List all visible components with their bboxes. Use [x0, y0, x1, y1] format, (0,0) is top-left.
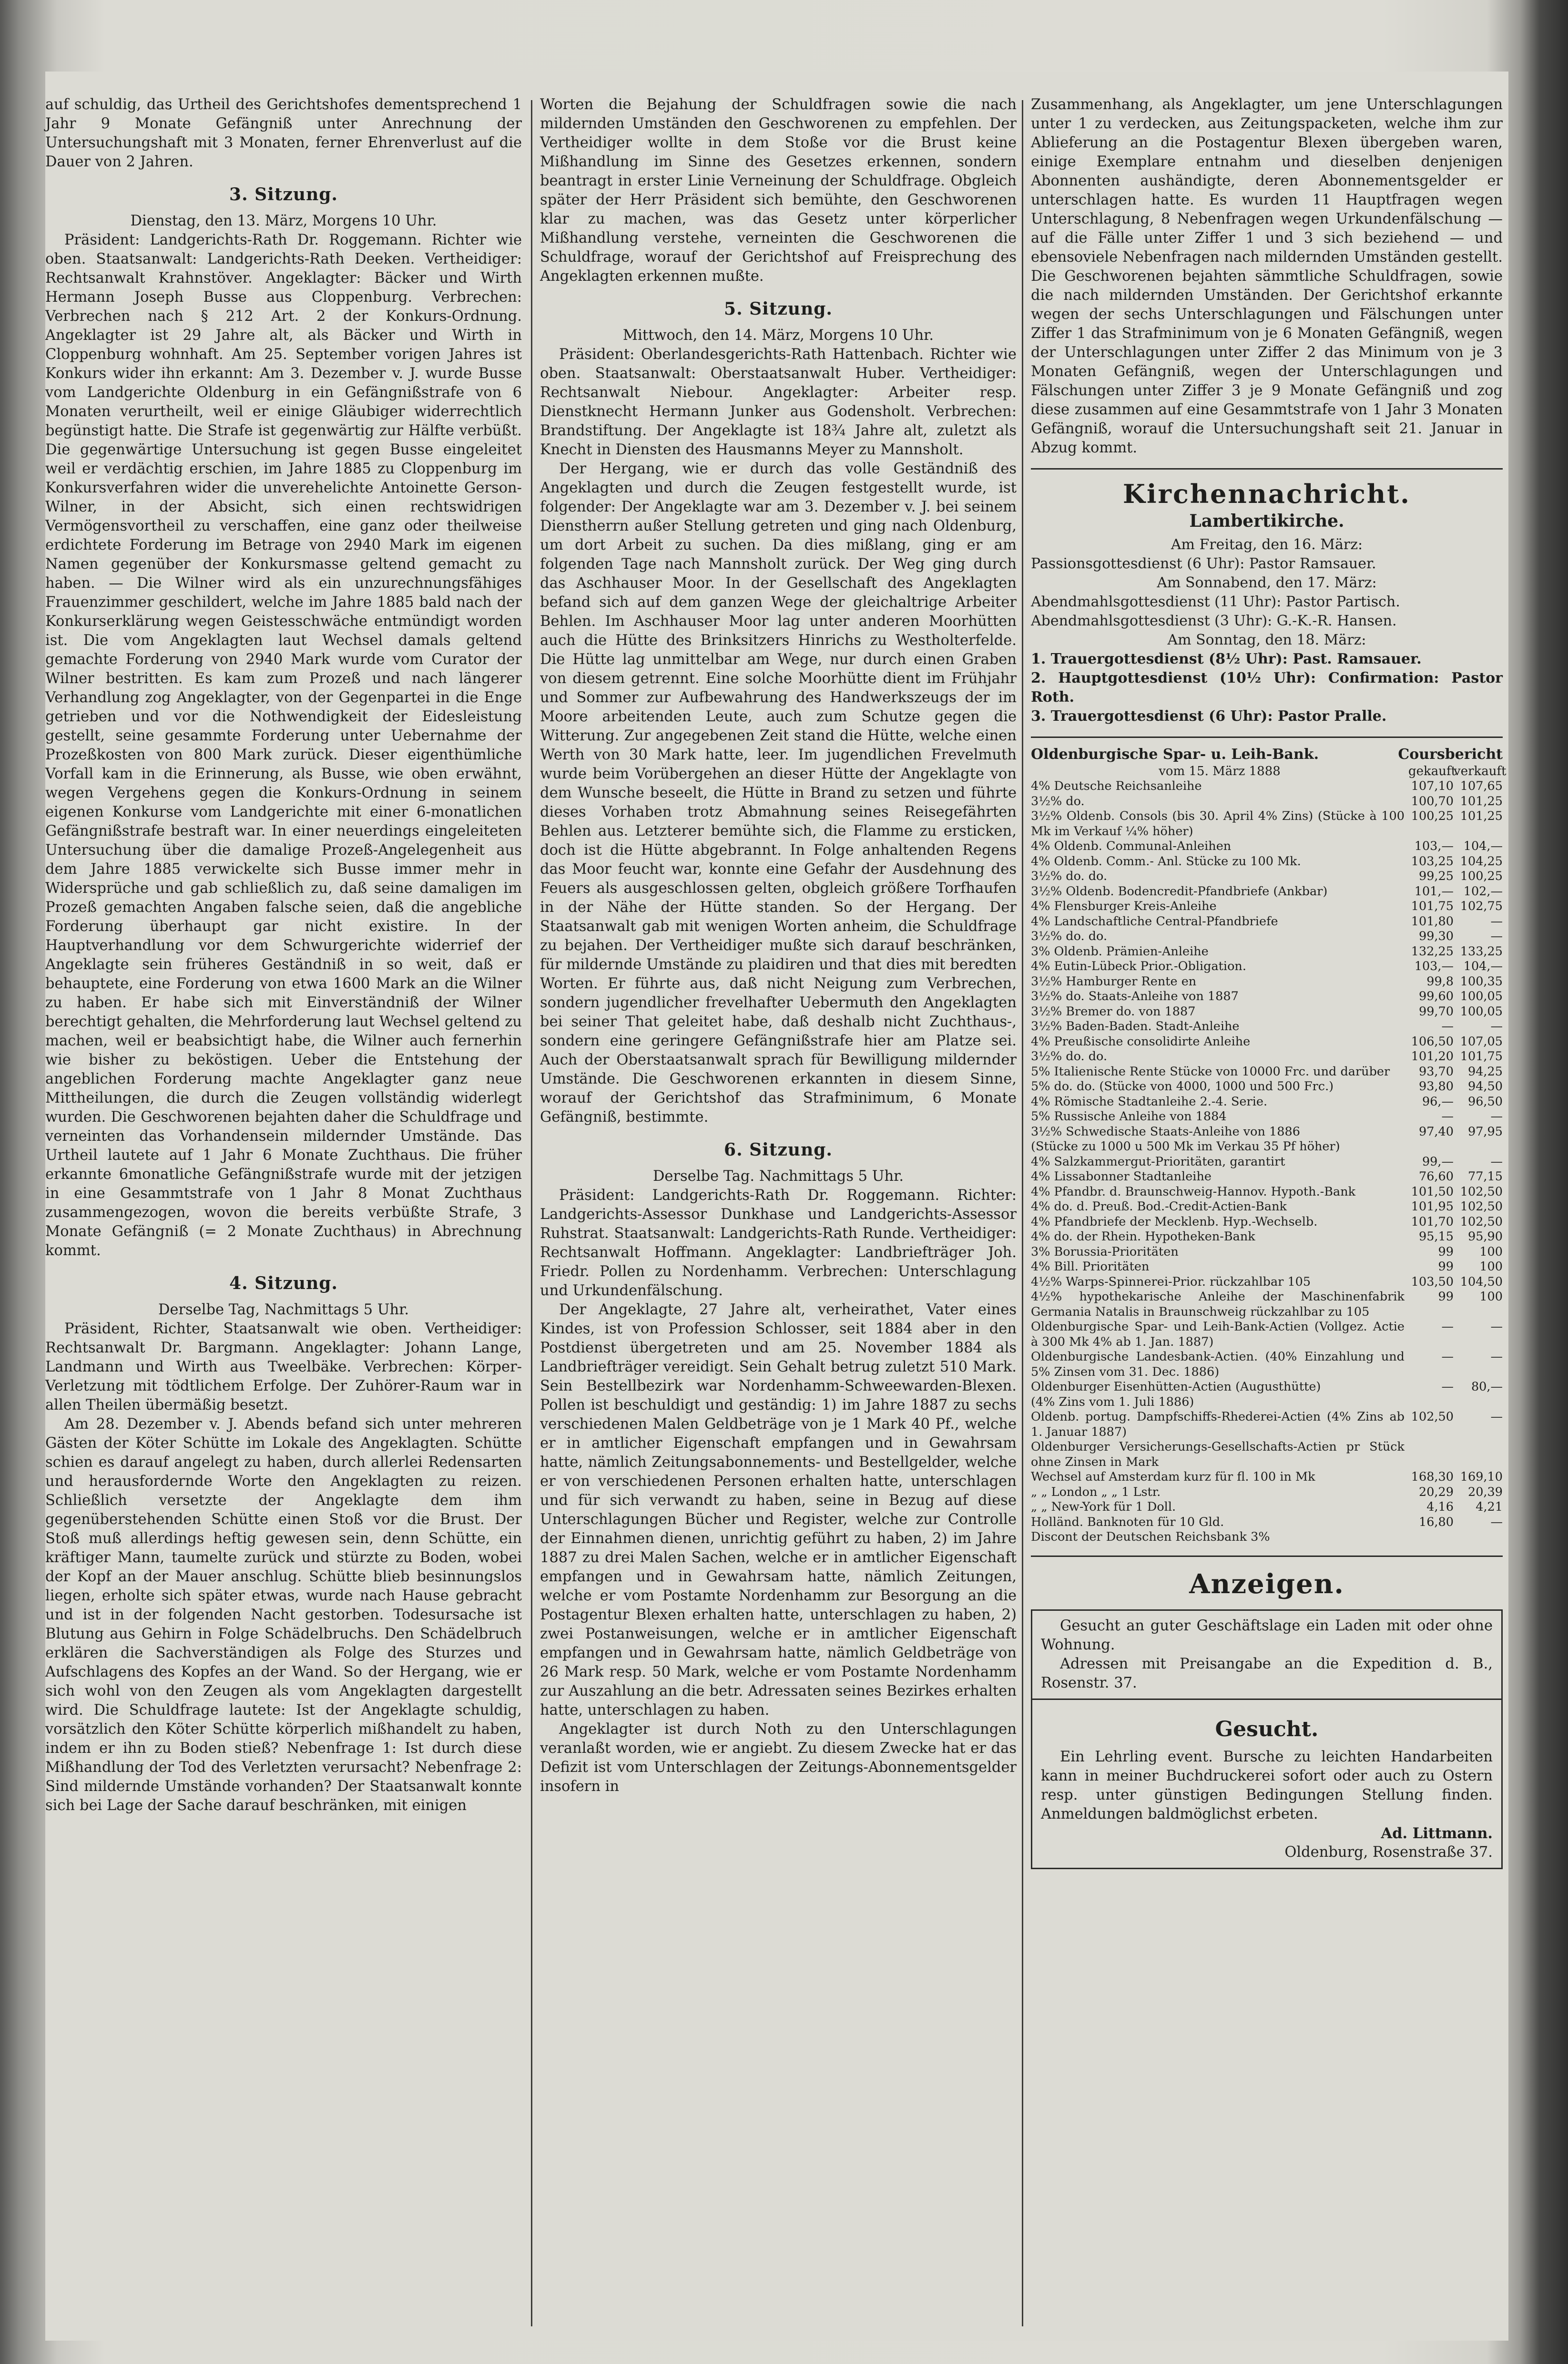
- bank-rate-row: [1031, 959, 1503, 974]
- bank-rate-name: 4% Bill. Prioritäten: [1031, 1259, 1150, 1274]
- bank-rate-name: 3% Oldenb. Prämien-Anleihe: [1031, 944, 1209, 959]
- bank-rate-row: [1031, 1395, 1503, 1410]
- bank-rate-buy: 103,50: [1411, 1274, 1454, 1289]
- bank-rate-row: [1031, 869, 1503, 884]
- ad-address: Oldenburg, Rosenstraße 37.: [1284, 1843, 1493, 1861]
- bank-rate-name: 4% Landschaftliche Central-Pfandbriefe: [1031, 914, 1278, 929]
- bank-rate-name: 4% do. der Rhein. Hypotheken-Bank: [1031, 1229, 1255, 1244]
- bank-rate-name: 4% Oldenb. Comm.- Anl. Stücke zu 100 Mk.: [1031, 854, 1301, 869]
- bank-rate-sell: 107,65: [1460, 779, 1503, 793]
- bank-rate-row: [1031, 1155, 1503, 1170]
- service-entry: 2. Hauptgottesdienst (10½ Uhr): Confirmation: Pastor Roth.: [1031, 670, 1503, 706]
- bank-rate-row: [1031, 854, 1503, 870]
- divider: [1031, 468, 1503, 470]
- bank-rate-sell: 101,75: [1460, 1049, 1503, 1064]
- session-4-title: 4. Sitzung.: [229, 1273, 338, 1293]
- bank-rate-table: [1031, 779, 1503, 1545]
- bank-rate-name: 5% Russische Anleihe von 1884: [1031, 1109, 1227, 1124]
- divider: [1031, 737, 1503, 738]
- ad-apprentice-wanted: [1031, 1700, 1503, 1869]
- service-day: Am Sonnabend, den 17. März:: [1157, 574, 1377, 591]
- bank-rate-row: [1031, 884, 1503, 900]
- bank-rate-sell: 4,21: [1476, 1500, 1503, 1514]
- bank-rate-row: [1031, 929, 1503, 944]
- bank-rate-sell: [1454, 1139, 1503, 1155]
- bank-rate-row: [1031, 1320, 1503, 1350]
- bank-rate-buy: 106,50: [1411, 1034, 1454, 1049]
- bank-rate-name: Holländ. Banknoten für 10 Gld.: [1031, 1515, 1224, 1529]
- bank-rate-buy: 100,70: [1411, 794, 1454, 808]
- bank-rate-name: 3½% do. do.: [1031, 869, 1108, 883]
- continued-text: Worten die Bejahung der Schuldfragen sowie die nach mildernden Umständen den Geschworenen zu empfehlen. Der Vertheidiger wollte in dem Stoße vor die Brust keine Mißhandlung im Sinne des Gesetzes erkennen, sondern beantragt in erster Linie Verneinung der Schuldfrage. Obgleich später der Herr Präsident sich bemühte, den Geschworenen klar zu machen, was das Gesetz unter körperlicher Mißhandlung verstehe, verneinten die Geschworenen die Schuldfrage, worauf der Gerichtshof auf Freisprechung des Angeklagten erkennen mußte.: [540, 96, 1017, 285]
- bank-rate-sell: 102,50: [1460, 1214, 1503, 1229]
- bank-rate-sell: 100,05: [1460, 1004, 1503, 1019]
- bank-rate-sell: —: [1490, 1410, 1503, 1424]
- bank-rate-buy: 102,50: [1411, 1410, 1454, 1424]
- bank-col-sell: verkauft: [1454, 764, 1507, 778]
- bank-rate-name: „ „ New-York für 1 Doll.: [1031, 1500, 1176, 1514]
- bank-rate-name: Oldenb. portug. Dampfschiffs-Rhederei-Actien (4% Zins ab 1. Januar 1887): [1031, 1410, 1405, 1439]
- bank-rate-name: 3½% do. do.: [1031, 1049, 1108, 1064]
- bank-rate-name: 4% do. d. Preuß. Bod.-Credit-Actien-Bank: [1031, 1199, 1287, 1214]
- bank-rate-sell: 104,25: [1460, 854, 1503, 869]
- bank-rate-buy: 95,15: [1418, 1229, 1454, 1244]
- session-5-paragraph: Präsident: Oberlandesgerichts-Rath Hattenbach. Richter wie oben. Staatsanwalt: Oberstaatsanwalt Huber. Vertheidiger: Rechtsanwalt Niebour. Angeklagter: Arbeiter resp. Dienstknecht Hermann Junker aus Godensholt. Verbrechen: Brandstiftung. Der Angeklagte ist 18¾ Jahre alt, zuletzt als Knecht in Diensten des Hausmanns Meyer zu Mannsholt.: [540, 346, 1017, 458]
- bank-rate-buy: 16,80: [1418, 1515, 1454, 1529]
- bank-rate-name: 5% Italienische Rente Stücke von 10000 Frc. und darüber: [1031, 1064, 1390, 1079]
- bank-rate-sell: 97,95: [1467, 1124, 1503, 1139]
- bank-rate-sell: 104,—: [1463, 959, 1503, 973]
- bank-rate-sell: —: [1490, 1019, 1503, 1034]
- bank-rate-name: Oldenburgische Landesbank-Actien. (40% Einzahlung und 5% Zinsen vom 31. Dec. 1886): [1031, 1350, 1405, 1379]
- bank-rate-sell: —: [1490, 1109, 1503, 1124]
- session-4-paragraph: Am 28. Dezember v. J. Abends befand sich unter mehreren Gästen der Köter Schütte im Lokale des Angeklagten. Schütte schien es darauf angelegt zu haben, durch allerlei Redensarten und herausfordernde Worte den Angeklagten zu reizen. Schließlich versetzte der Angeklagte dem ihm gegenüberstehenden Schütte einen Stoß vor die Brust. Der Stoß muß allerdings heftig gewesen sein, denn Schütte, ein kräftiger Mann, taumelte zurück und stürzte zu Boden, wobei der Kopf an der Mauer anschlug. Schütte blieb besinnungslos liegen, erholte sich später etwas, wurde nach Hause gebracht und ist in der folgenden Nacht gestorben. Todesursache ist Blutung aus Gehirn in Folge Schädelbruchs. Den Schädelbruch erklären die Sachverständigen als Folge des Sturzes und Aufschlagens des Kopfes an der Wand. So der Hergang, wie er sich wohl von den Zeugen als vom Angeklagten dargestellt wird. Die Schuldfrage lautete: Ist der Angeklagte schuldig, vorsätzlich den Köter Schütte körperlich mißhandelt zu haben, indem er ihn zu Boden stieß? Nebenfrage 1: Ist durch diese Mißhandlung der Tod des Verletzten verursacht? Nebenfrage 2: Sind mildernde Umstände vorhanden? Der Staatsanwalt konnte sich bei Lage der Sache darauf beschränken, mit einigen: [45, 1416, 522, 1814]
- bank-rate-row: [1031, 1410, 1503, 1440]
- bank-rate-buy: 97,40: [1418, 1124, 1454, 1139]
- bank-rate-sell: 80,—: [1471, 1380, 1503, 1394]
- session-4-date: Derselbe Tag, Nachmittags 5 Uhr.: [158, 1301, 409, 1318]
- bank-rate-row: [1031, 1350, 1503, 1380]
- bank-rate-name: 3½% do. do.: [1031, 929, 1108, 943]
- bank-report-subheader: [1031, 764, 1507, 779]
- bank-rate-sell: 101,25: [1460, 809, 1503, 823]
- bank-rate-row: [1031, 1515, 1503, 1530]
- bank-rate-sell: —: [1490, 1154, 1503, 1169]
- session-3-title: 3. Sitzung.: [229, 184, 338, 205]
- divider: [1031, 1556, 1503, 1557]
- bank-rate-sell: 96,50: [1467, 1094, 1503, 1109]
- ad-title: Gesucht.: [1215, 1717, 1319, 1741]
- bank-rate-row: [1031, 1500, 1503, 1515]
- bank-rate-sell: 104,—: [1463, 839, 1503, 853]
- bank-rate-row: [1031, 989, 1503, 1004]
- bank-rate-buy: 20,29: [1418, 1484, 1454, 1499]
- session-3-date: Dienstag, den 13. März, Morgens 10 Uhr.: [130, 213, 437, 229]
- bank-rate-sell: 100: [1479, 1244, 1503, 1259]
- bank-rate-row: [1031, 1019, 1503, 1034]
- bank-rate-name: 4½% hypothekarische Anleihe der Maschinenfabrik Germania Natalis in Braunschweig rückzahlbar zu 105: [1031, 1289, 1405, 1319]
- bank-rate-row: [1031, 1289, 1503, 1320]
- bank-rate-sell: 100,35: [1460, 974, 1503, 989]
- bank-rate-name: 4% Salzkammergut-Prioritäten, garantirt: [1031, 1154, 1285, 1169]
- bank-rate-buy: 99,60: [1418, 989, 1454, 1003]
- bank-rate-buy: 93,70: [1418, 1064, 1454, 1079]
- bank-rate-buy: 132,25: [1411, 944, 1454, 959]
- bank-rate-sell: 169,10: [1460, 1470, 1503, 1484]
- bank-rate-buy: 99: [1438, 1289, 1454, 1304]
- service-entry: Abendmahlsgottesdienst (11 Uhr): Pastor Partisch.: [1031, 594, 1400, 610]
- bank-rate-buy: 4,16: [1426, 1500, 1454, 1514]
- bank-rate-buy: 76,60: [1418, 1169, 1454, 1184]
- session-4-paragraph: Präsident, Richter, Staatsanwalt wie oben. Vertheidiger: Rechtsanwalt Dr. Bargmann. Angeklagter: Johann Lange, Landmann und Wirth aus Tweelbäke. Verbrechen: Körper-Verletzung mit tödtlichem Erfolge. Der Zuhörer-Raum war in allen Theilen übermäßig besetzt.: [45, 1320, 522, 1413]
- column-rule-2: [1022, 100, 1023, 2326]
- bank-rate-row: [1031, 839, 1503, 854]
- bank-rate-sell: —: [1490, 1350, 1503, 1364]
- bank-rate-name: 3½% Bremer do. von 1887: [1031, 1004, 1196, 1019]
- bank-rate-name: 4% Preußische consolidirte Anleihe: [1031, 1034, 1251, 1049]
- bank-rate-row: [1031, 1199, 1503, 1215]
- bank-rate-row: [1031, 1034, 1503, 1050]
- service-entry: Passionsgottesdienst (6 Uhr): Pastor Ramsauer.: [1031, 555, 1376, 572]
- bank-rate-buy: 168,30: [1411, 1470, 1454, 1484]
- bank-rate-sell: 100: [1479, 1289, 1503, 1304]
- bank-rate-row: [1031, 1109, 1503, 1125]
- bank-rate-row: [1031, 1049, 1503, 1064]
- session-6-paragraph: Der Angeklagte, 27 Jahre alt, verheirathet, Vater eines Kindes, ist von Profession Schlosser, seit 1884 aber in den Postdienst übergetreten und am 25. November 1884 als Landbriefträger vereidigt. Sein Gehalt betrug zuletzt 510 Mark. Sein Bestellbezirk war Nordenhamm-Schweewarden-Blexen. Pollen ist beschuldigt und geständig: 1) im Jahre 1887 zu sechs verschiedenen Malen Geldbeträge von je 1 Mark 40 Pf., welche er in amtlicher Eigenschaft empfangen und in Gewahrsam hatte, nämlich Zeitungsabonnements- und Bestellgelder, welche er von verschiedenen Personen erhalten hatte, unterschlagen und für sich verwandt zu haben, seine in Bezug auf diese Unterschlagungen Bücher und Register, welche zur Controlle der Einnahmen dienen, unrichtig geführt zu haben, 2) im Jahre 1887 zu drei Malen Sachen, welche er in amtlicher Eigenschaft empfangen und in Gewahrsam hatte, nämlich Zeitungen, welche er vom Postamte Nordenhamm zur Besorgung an die Postagentur Blexen erhalten hatte, unterschlagen zu haben, 2) zwei Postanweisungen, welche er in amtlicher Eigenschaft empfangen und in Gewahrsam hatte, nämlich Geldbeträge von 26 Mark resp. 50 Mark, welche er vom Postamte Nordenhamm zur Auszahlung an die betr. Adressaten seines Bezirkes erhalten hatte, unterschlagen zu haben.: [540, 1301, 1017, 1719]
- bank-rate-name: 3½% do. Staats-Anleihe von 1887: [1031, 989, 1239, 1003]
- bank-rate-row: [1031, 1095, 1503, 1110]
- bank-rate-row: [1031, 944, 1503, 960]
- bank-rate-sell: 107,05: [1460, 1034, 1503, 1049]
- bank-rate-buy: [1405, 1395, 1454, 1410]
- bank-rate-name: „ „ London „ „ 1 Lstr.: [1031, 1484, 1161, 1499]
- bank-rate-sell: 102,—: [1463, 884, 1503, 899]
- bank-rate-sell: 94,50: [1467, 1079, 1503, 1094]
- bank-rate-row: [1031, 1245, 1503, 1260]
- bank-rate-buy: 101,—: [1414, 884, 1454, 899]
- bank-rate-row: [1031, 1215, 1503, 1230]
- bank-rate-buy: 103,—: [1414, 839, 1454, 853]
- bank-rate-buy: 99,25: [1418, 869, 1454, 883]
- newspaper-page: [45, 72, 1508, 2341]
- bank-rate-buy: 101,95: [1411, 1199, 1454, 1214]
- bank-rate-name: 3½% Schwedische Staats-Anleihe von 1886: [1031, 1124, 1300, 1139]
- bank-rate-row: [1031, 1004, 1503, 1020]
- bank-rate-name: 4% Flensburger Kreis-Anleihe: [1031, 899, 1217, 913]
- ad-text: Ein Lehrling event. Bursche zu leichten Handarbeiten kann in meiner Buchdruckerei sofort oder auch zu Ostern resp. unter günstigen Bedingungen Stellung finden. Anmeldungen baldmöglichst erbeten.: [1041, 1748, 1493, 1822]
- bank-rate-buy: —: [1441, 1320, 1454, 1334]
- bank-rate-sell: [1454, 1440, 1503, 1470]
- bank-report-date: vom 15. März 1888: [1159, 764, 1281, 778]
- bank-rate-sell: 100,05: [1460, 989, 1503, 1003]
- bank-rate-name: 4% Römische Stadtanleihe 2.-4. Serie.: [1031, 1094, 1268, 1109]
- bank-rate-buy: 103,—: [1414, 959, 1454, 973]
- bank-rate-row: [1031, 1380, 1503, 1395]
- bank-rate-buy: 99,—: [1422, 1154, 1454, 1169]
- bank-rate-row: [1031, 794, 1503, 809]
- bank-rate-name: 4% Lissabonner Stadtanleihe: [1031, 1169, 1212, 1184]
- bank-rate-row: [1031, 914, 1503, 930]
- bank-rate-sell: 77,15: [1467, 1169, 1503, 1184]
- service-entry: 3. Trauergottesdienst (6 Uhr): Pastor Pralle.: [1031, 708, 1387, 725]
- bank-rate-buy: 101,80: [1411, 914, 1454, 929]
- bank-rate-row: [1031, 899, 1503, 914]
- bank-rate-name: Oldenburgische Spar- und Leih-Bank-Actien (Vollgez. Actie à 300 Mk 4% ab 1. Jan. 1887): [1031, 1320, 1405, 1349]
- bank-rate-name: (Stücke zu 1000 u 500 Mk im Verkau 35 Pf höher): [1031, 1139, 1340, 1154]
- session-3-text: Präsident: Landgerichts-Rath Dr. Roggemann. Richter wie oben. Staatsanwalt: Landgerichts-Rath Deeken. Vertheidiger: Rechtsanwalt Krahnstöver. Angeklagter: Bäcker und Wirth Hermann Joseph Busse aus Cloppenburg. Verbrechen: Verbrechen nach § 212 Art. 2 der Konkurs-Ordnung. Angeklagter ist 29 Jahre alt, als Bäcker und Wirth in Cloppenburg wohnhaft. Am 25. September vorigen Jahres ist Konkurs wider ihn erkannt: Am 3. Dezember v. J. wurde Busse vom Landgerichte Oldenburg in ein Gefängnißstrafe von 6 Monaten verurtheilt, weil er einige Gläubiger widerrechtlich begünstigt hatte. Die Strafe ist gegenwärtig zur Hälfte verbüßt. Die gegenwärtige Untersuchung ist gegen Busse eingeleitet weil er verdächtig erschien, im Jahre 1885 zu Cloppenburg im Konkursverfahren wider die unverehelichte Antoinette Gerson-Wilner, in der Absicht, sich einen rechtswidrigen Vermögensvortheil zu verschaffen, eine ganz oder theilweise erdichtete Forderung im Betrage von 2940 Mark im eigenen Namen gegenüber der Konkursmasse geltend gemacht zu haben. — Die Wilner wird als ein unzurechnungsfähiges Frauenzimmer geschildert, welche im Jahre 1885 bald nach der Konkurserklärung wegen Geistesschwäche entmündigt worden ist. Die vom Angeklagten laut Wechsel damals geltend gemachte Forderung von 2940 Mark wurde vom Curator der Wilner bestritten. Es kam zum Prozeß und nach längerer Verhandlung zog Angeklagter, von der Gegenpartei in die Enge getrieben und vor die Nothwendigkeit der Eidesleistung gestellt, seine gesammte Forderung unter Uebernahme der Prozeßkosten von 800 Mark zurück. Dieser eigenthümliche Vorfall kam in die Erinnerung, als Busse, wie oben erwähnt, wegen Vergehens gegen die Konkurs-Ordnung in seinem eigenen Konkurse vom Landgerichte mit einer 6-monatlichen Gefängnißstrafe bestraft war. In einer neuerdings eingeleiteten Untersuchung über die damalige Prozeß-Angelegenheit aus dem Jahre 1885 verwickelte sich Busse immer mehr in Widersprüche und gab schließlich zu, daß seine damaligen im Prozeß gemachten Angaben falsche seien, daß die angebliche Forderung überhaupt gar nicht existire. In der Hauptverhandlung vor dem Schwurgerichte widerrief der Angeklagte sein früheres Geständniß in so weit, daß er behauptete, eine Forderung von etwa 1600 Mark an die Wilner zu haben. Er habe sich mit Einverständniß der Wilner berechtigt gehalten, die Mehrforderung laut Wechsel geltend zu machen, weil er beabsichtigt habe, die Wilner auch fernerhin wie bisher zu beköstigen. Ueber die Entstehung der angeblichen Forderung machte Angeklagter ganz neue Mittheilungen, die durch die Zeugen vollständig widerlegt wurden. Die Geschworenen bejahten daher die Schuldfrage und verneinten das Vorhandensein mildernder Umstände. Das Urtheil lautete auf 1 Jahr 6 Monate Zuchthaus. Die früher erkannte 6monatliche Gefängnißstrafe wurde mit der jetzigen in eine Gesammtstrafe von 1 Jahr 8 Monat Zuchthaus zusammengezogen, wovon die bereits verbüßte Strafe, 3 Monate Gefängniß (= 2 Monate Zuchthaus) in Abrechnung kommt.: [45, 232, 522, 1259]
- bank-report-label: Coursbericht: [1398, 746, 1503, 763]
- bank-rate-sell: 102,50: [1460, 1199, 1503, 1214]
- session-6-paragraph: Präsident: Landgerichts-Rath Dr. Roggemann. Richter: Landgerichts-Assessor Dunkhase und Landgerichts-Assessor Ruhstrat. Staatsanwalt: Landgerichts-Rath Runde. Vertheidiger: Rechtsanwalt Hoffmann. Angeklagter: Landbriefträger Joh. Friedr. Pollen zu Nordenhamm. Verbrechen: Unterschlagung und Urkundenfälschung.: [540, 1187, 1017, 1299]
- bank-rate-row: [1031, 1079, 1503, 1095]
- session-6-date: Derselbe Tag. Nachmittags 5 Uhr.: [652, 1168, 904, 1185]
- ad-shop-wanted: [1031, 1609, 1503, 1700]
- session-6-paragraph: Angeklagter ist durch Noth zu den Unterschlagungen veranlaßt worden, wie er angiebt. Zu diesem Zwecke hat er das Defizit ist vom Unterschlagen der Zeitungs-Abonnementsgelder insofern in: [540, 1721, 1017, 1795]
- bank-rate-row: [1031, 1139, 1503, 1155]
- bank-rate-row: [1031, 1275, 1503, 1290]
- bank-rate-buy: —: [1441, 1019, 1454, 1034]
- bank-rate-sell: 102,50: [1460, 1184, 1503, 1199]
- column-rule-1: [531, 100, 532, 2326]
- bank-name: Oldenburgische Spar- u. Leih-Bank.: [1031, 746, 1319, 763]
- bank-rate-row: [1031, 1485, 1503, 1500]
- bank-rate-sell: 133,25: [1460, 944, 1503, 959]
- bank-rate-buy: —: [1441, 1109, 1454, 1124]
- bank-rate-sell: 20,39: [1467, 1484, 1503, 1499]
- bank-rate-buy: 93,80: [1418, 1079, 1454, 1094]
- bank-rate-name: Discont der Deutschen Reichsbank 3%: [1031, 1530, 1270, 1544]
- ad-text: Gesucht an guter Geschäftslage ein Laden mit oder ohne Wohnung.: [1041, 1617, 1493, 1653]
- bank-rate-row: [1031, 974, 1503, 990]
- bank-rate-row: [1031, 1125, 1503, 1140]
- bank-rate-name: 4% Pfandbr. d. Braunschweig-Hannov. Hypoth.-Bank: [1031, 1184, 1356, 1199]
- bank-rate-buy: 101,20: [1411, 1049, 1454, 1064]
- bank-rate-row: [1031, 1169, 1503, 1185]
- bank-rate-row: [1031, 1064, 1503, 1080]
- bank-report-title: [1031, 746, 1503, 764]
- bank-rate-buy: 103,25: [1411, 854, 1454, 869]
- ad-signature: Ad. Littmann.: [1381, 1824, 1493, 1842]
- bank-rate-buy: 99,70: [1418, 1004, 1454, 1019]
- church-news-title: Kirchennachricht.: [1123, 479, 1411, 509]
- bank-rate-name: (4% Zins vom 1. Juli 1886): [1031, 1394, 1194, 1409]
- ads-title: Anzeigen.: [1189, 1568, 1344, 1600]
- bank-rate-name: 5% do. do. (Stücke von 4000, 1000 und 500 Frc.): [1031, 1079, 1334, 1094]
- bank-rate-name: 3½% do.: [1031, 794, 1085, 808]
- bank-rate-name: 3½% Baden-Baden. Stadt-Anleihe: [1031, 1019, 1240, 1034]
- bank-rate-buy: 101,70: [1411, 1214, 1454, 1229]
- bank-rate-name: 4% Pfandbriefe der Mecklenb. Hyp.-Wechselb.: [1031, 1214, 1318, 1229]
- bank-rate-buy: —: [1441, 1380, 1454, 1394]
- bank-rate-buy: 101,75: [1411, 899, 1454, 913]
- bank-rate-name: Oldenburger Eisenhütten-Actien (Augusthütte): [1031, 1380, 1321, 1394]
- bank-rate-sell: [1454, 1530, 1503, 1545]
- bank-rate-buy: 99: [1438, 1259, 1454, 1274]
- bank-rate-buy: 101,50: [1411, 1184, 1454, 1199]
- bank-rate-sell: 102,75: [1460, 899, 1503, 913]
- session-5-date: Mittwoch, den 14. März, Morgens 10 Uhr.: [622, 327, 934, 344]
- bank-rate-name: 4½% Warps-Spinnerei-Prior. rückzahlbar 105: [1031, 1274, 1311, 1289]
- church-name: Lambertikirche.: [1189, 511, 1344, 531]
- bank-rate-row: [1031, 1259, 1503, 1275]
- bank-rate-sell: —: [1490, 1515, 1503, 1529]
- bank-rate-row: [1031, 779, 1503, 794]
- session-5-title: 5. Sitzung.: [724, 299, 833, 319]
- bank-rate-name: 3½% Oldenb. Bodencredit-Pfandbriefe (Ankbar): [1031, 884, 1328, 899]
- service-entry: Abendmahlsgottesdienst (3 Uhr): G.-K.-R. Hansen.: [1031, 613, 1397, 629]
- continued-text: auf schuldig, das Urtheil des Gerichtshofes dementsprechend 1 Jahr 9 Monate Gefängniß unter Anrechnung der Untersuchungshaft mit 3 Monaten, ferner Ehrenverlust auf die Dauer von 2 Jahren.: [45, 96, 522, 170]
- bank-rate-sell: 100: [1479, 1259, 1503, 1274]
- service-day: Am Freitag, den 16. März:: [1171, 536, 1363, 553]
- bank-rate-name: 4% Deutsche Reichsanleihe: [1031, 779, 1202, 793]
- bank-col-buy: gekauft: [1408, 764, 1456, 778]
- bank-rate-sell: 101,25: [1460, 794, 1503, 808]
- bank-rate-buy: [1405, 1530, 1454, 1545]
- bank-rate-buy: 96,—: [1422, 1094, 1454, 1109]
- bank-rate-buy: [1405, 1139, 1454, 1155]
- bank-rate-name: Oldenburger Versicherungs-Gesellschafts-Actien pr Stück ohne Zinsen in Mark: [1031, 1440, 1405, 1469]
- bank-rate-row: [1031, 809, 1503, 839]
- bank-rate-buy: 107,10: [1411, 779, 1454, 793]
- bank-rate-row: [1031, 1229, 1503, 1245]
- bank-rate-name: Wechsel auf Amsterdam kurz für fl. 100 in Mk: [1031, 1470, 1315, 1484]
- bank-rate-sell: 100,25: [1460, 869, 1503, 883]
- column-2: [540, 95, 1017, 1796]
- continued-text: Zusammenhang, als Angeklagter, um jene Unterschlagungen unter 1 zu verdecken, aus Zeitungspacketen, welche ihm zur Ablieferung an die Postagentur Blexen übergeben waren, einige Exemplare entnahm und dieselben denjenigen Abonnenten aushändigte, deren Abonnementsgelder er unterschlagen hatte. Es wurden 11 Hauptfragen wegen Unterschlagung, 8 Nebenfragen wegen Urkundenfälschung — auf die Fälle unter Ziffer 1 und 3 sich beziehend — und ebensoviele Nebenfragen nach mildernden Umständen gestellt. Die Geschworenen bejahten sämmtliche Schuldfragen, sowie die nach mildernden Umständen. Der Gerichtshof erkannte wegen der sechs Unterschlagungen und Fälschungen unter Ziffer 1 das Strafminimum von je 6 Monaten Gefängniß, wegen der Unterschlagungen unter Ziffer 2 das Minimum von je 3 Monaten Gefängniß, wegen der Unterschlagungen und Fälschungen unter Ziffer 3 je 9 Monate Gefängniß und zog diese zusammen auf eine Gesammtstrafe von 1 Jahr 3 Monaten Gefängniß, worauf die Untersuchungshaft seit 21. Januar in Abzug kommt.: [1031, 96, 1503, 456]
- column-3: [1031, 95, 1507, 1869]
- service-entry: 1. Trauergottesdienst (8½ Uhr): Past. Ramsauer.: [1031, 651, 1422, 667]
- bank-rate-row: [1031, 1530, 1503, 1545]
- bank-rate-name: 3½% Oldenb. Consols (bis 30. April 4% Zins) (Stücke à 100 Mk im Verkauf ¼% höher): [1031, 809, 1405, 839]
- bank-rate-row: [1031, 1185, 1503, 1200]
- bank-rate-sell: 94,25: [1467, 1064, 1503, 1079]
- session-5-paragraph: Der Hergang, wie er durch das volle Geständniß des Angeklagten und durch die Zeugen festgestellt wurde, ist folgender: Der Angeklagte war am 3. Dezember v. J. bei seinem Dienstherrn außer Stellung getreten und ging nach Oldenburg, um dort Arbeit zu suchen. Da dies mißlang, ging er am folgenden Tage nach Mannsholt zurück. Der Weg ging durch das Aschhauser Moor. In der Gesellschaft des Angeklagten befand sich auf dem ganzen Wege der gleichaltrige Arbeiter Behlen. Im Aschhauser Moor lag unter anderen Moorhütten auch die Hütte des Brinksitzers Hinrichs zu Westholterfelde. Die Hütte lag unmittelbar am Wege, nur durch einen Graben von diesem getrennt. Eine solche Moorhütte dient im Frühjahr und Sommer zur Aufbewahrung des Handwerkszeugs der im Moore arbeitenden Leute, auch zum Schutze gegen die Witterung. Zur angegebenen Zeit stand die Hütte, welche einen Werth von 30 Mark hatte, leer. Im jugendlichen Frevelmuth wurde beim Vorübergehen an dieser Hütte der Angeklagte von dem Wunsche beseelt, die Hütte in Brand zu setzen und führte dieses Vorhaben trotz Abmahnung seines Reisegefährten Behlen aus. Letzterer bemühte sich, die Flamme zu ersticken, doch ist die Hütte abgebrannt. In Folge anhaltenden Regens das Moor feucht war, konnte eine Gefahr der Ausdehnung des Feuers als ausgeschlossen gelten, obgleich größere Torfhaufen in der Nähe der Hütte standen. So der Hergang. Der Staatsanwalt gab mit wenigen Worten anheim, die Schuldfrage zu bejahen. Der Vertheidiger mußte sich darauf beschränken, für mildernde Umstände zu plaidiren und that dies mit beredten Worten. Er führte aus, daß nicht Neigung zum Verbrechen, sondern jugendlicher frevelhafter Uebermuth den Angeklagten bei seiner That geleitet habe, daß deshalb nicht Zuchthaus-, sondern eine geringere Gefängnißstrafe hier am Platze sei. Auch der Oberstaatsanwalt sprach für Bewilligung mildernder Umstände. Die Geschworenen erkannten in diesem Sinne, worauf der Gerichtshof das Strafminimum, 6 Monate Gefängniß, bestimmte.: [540, 461, 1017, 1126]
- bank-rate-sell: 95,90: [1467, 1229, 1503, 1244]
- column-1: [45, 95, 522, 1815]
- ad-text: Adressen mit Preisangabe an die Expedition d. B., Rosenstr. 37.: [1041, 1655, 1493, 1691]
- bank-rate-buy: 99,30: [1418, 929, 1454, 943]
- bank-rate-name: 4% Eutin-Lübeck Prior.-Obligation.: [1031, 959, 1246, 973]
- bank-rate-name: 3% Borussia-Prioritäten: [1031, 1244, 1179, 1259]
- bank-rate-row: [1031, 1470, 1503, 1485]
- bank-rate-buy: 99,8: [1426, 974, 1454, 989]
- bank-rate-name: 3½% Hamburger Rente en: [1031, 974, 1197, 989]
- bank-rate-sell: 104,50: [1460, 1274, 1503, 1289]
- bank-rate-buy: 100,25: [1411, 809, 1454, 823]
- bank-rate-sell: —: [1490, 929, 1503, 943]
- bank-rate-buy: 99: [1438, 1244, 1454, 1259]
- bank-rate-name: 4% Oldenb. Communal-Anleihen: [1031, 839, 1232, 853]
- bank-rate-sell: —: [1490, 914, 1503, 929]
- bank-rate-sell: [1454, 1395, 1503, 1410]
- bank-rate-buy: [1405, 1440, 1454, 1470]
- bank-rate-sell: —: [1490, 1320, 1503, 1334]
- session-6-title: 6. Sitzung.: [724, 1140, 833, 1160]
- bank-rate-row: [1031, 1440, 1503, 1470]
- bank-rate-buy: —: [1441, 1350, 1454, 1364]
- service-day: Am Sonntag, den 18. März:: [1167, 632, 1366, 648]
